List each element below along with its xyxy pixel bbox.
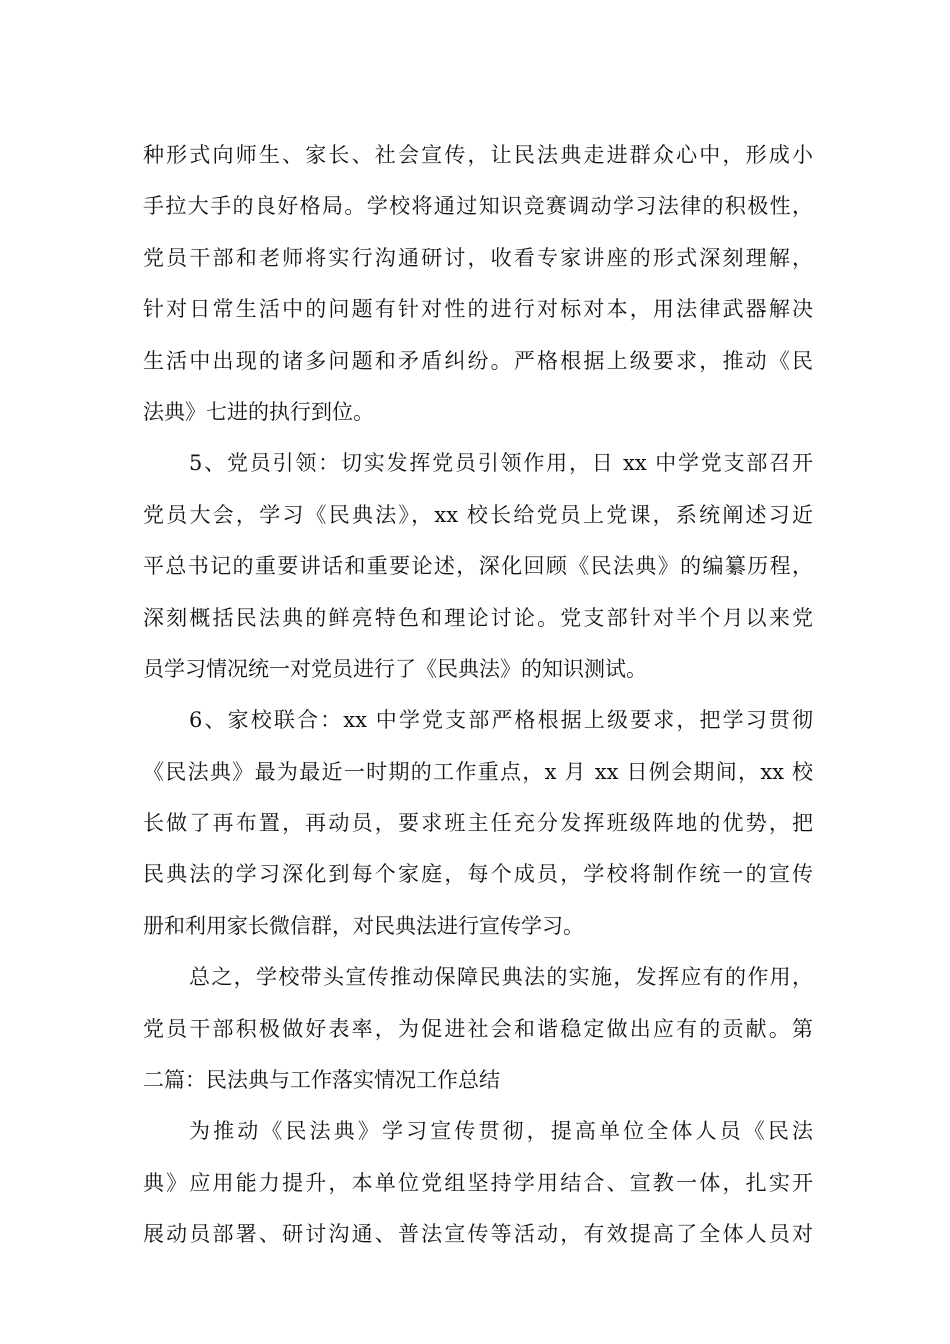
text-line: 平总书记的重要讲话和重要论述，深化回顾《民法典》的编纂历程， (143, 554, 813, 579)
text-line: 《民法典》最为最近一时期的工作重点，x 月 xx 日例会期间，xx 校 (143, 759, 813, 784)
text-line: 针对日常生活中的问题有针对性的进行对标对本，用法律武器解决 (143, 297, 813, 322)
text-line: 册和利用家长微信群，对民典法进行宣传学习。 (143, 913, 584, 938)
text-line: 6、家校联合：xx 中学党支部严格根据上级要求，把学习贯彻 (189, 708, 813, 733)
text-line: 生活中出现的诸多问题和矛盾纠纷。严格根据上级要求，推动《民 (143, 348, 813, 373)
text-line: 5、党员引领：切实发挥党员引领作用，日 xx 中学党支部召开 (189, 451, 813, 476)
text-line: 种形式向师生、家长、社会宣传，让民法典走进群众心中，形成小 (143, 143, 813, 167)
text-line: 二篇：民法典与工作落实情况工作总结 (143, 1068, 500, 1093)
text-line: 总之，学校带头宣传推动保障民典法的实施，发挥应有的作用， (189, 965, 813, 990)
text-line: 民典法的学习深化到每个家庭，每个成员，学校将制作统一的宣传 (143, 862, 813, 887)
text-line: 法典》七进的执行到位。 (143, 399, 374, 424)
text-line: 长做了再布置，再动员，要求班主任充分发挥班级阵地的优势，把 (143, 811, 813, 836)
text-line: 深刻概括民法典的鲜亮特色和理论讨论。党支部针对半个月以来党 (143, 605, 813, 630)
text-line: 展动员部署、研讨沟通、普法宣传等活动，有效提高了全体人员对 (143, 1222, 813, 1247)
text-line: 员学习情况统一对党员进行了《民典法》的知识测试。 (143, 656, 647, 681)
text-line: 典》应用能力提升，本单位党组坚持学用结合、宣教一体，扎实开 (143, 1170, 813, 1195)
text-line: 为推动《民法典》学习宣传贯彻，提高单位全体人员《民法 (189, 1119, 813, 1144)
text-line: 手拉大手的良好格局。学校将通过知识竞赛调动学习法律的积极性， (143, 194, 813, 219)
text-line: 党员干部积极做好表率，为促进社会和谐稳定做出应有的贡献。第 (143, 1016, 813, 1041)
document-body (143, 130, 813, 1261)
text-line: 党员干部和老师将实行沟通研讨，收看专家讲座的形式深刻理解， (143, 245, 813, 270)
text-line: 党员大会，学习《民典法》，xx 校长给党员上党课，系统阐述习近 (143, 502, 813, 527)
